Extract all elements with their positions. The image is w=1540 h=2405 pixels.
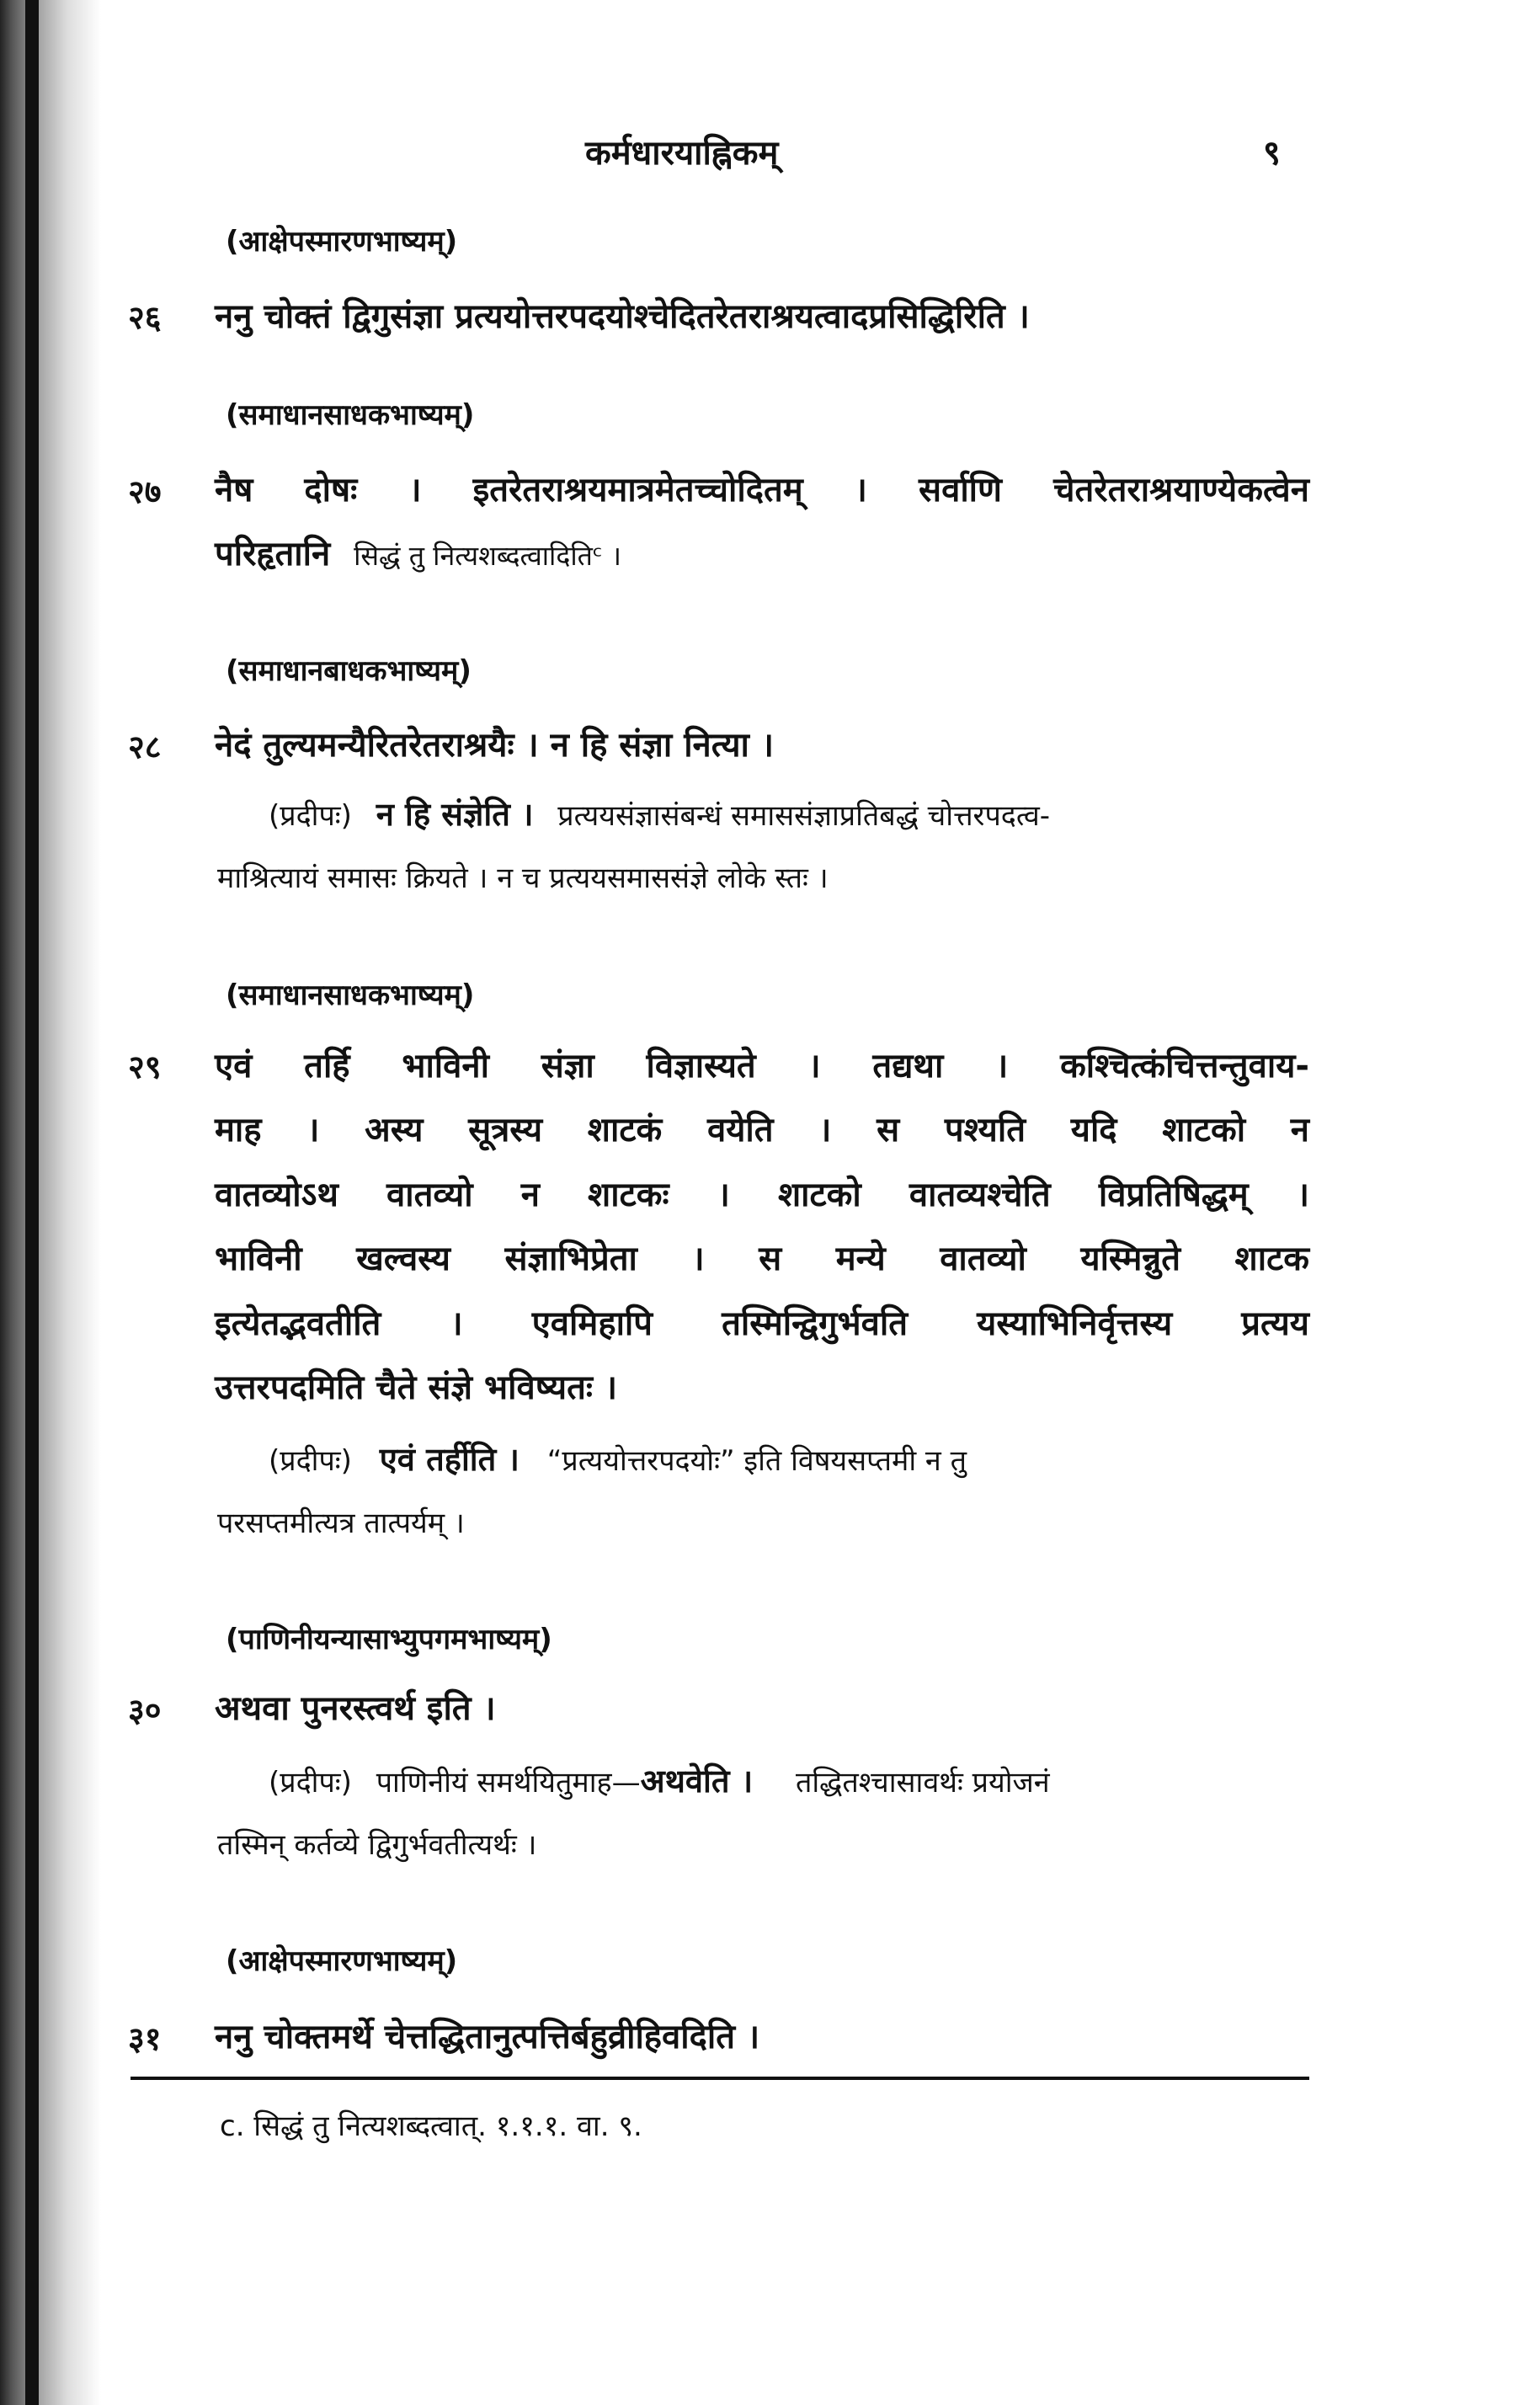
bhashya-line: एवं तर्हि भाविनी संज्ञा विज्ञास्यते । तद्यथा । कश्चित्कंचित्तन्तुवाय- (215, 1047, 1309, 1085)
bhashya-line: अथवा पुनरस्त्वर्थ इति । (215, 1689, 496, 1728)
varttika-quote: सिद्धं तु नित्यशब्दत्वादितिᶜ । (354, 540, 621, 572)
pradipa-line (269, 792, 1050, 835)
scan-spine-edge (25, 0, 39, 2405)
page-number: ९ (1263, 134, 1281, 173)
bhashya-line (215, 529, 621, 575)
section-heading: (आक्षेपस्मारणभाष्यम्) (226, 1944, 458, 1978)
paragraph-number: ३१ (128, 2020, 162, 2057)
pradipa-text: तद्धितश्चासावर्थः प्रयोजनं (795, 1766, 1050, 1800)
bhashya-line: उत्तरपदमिति चैते संज्ञे भविष्यतः । (215, 1368, 618, 1407)
bhashya-line: ननु चोक्तमर्थे चेत्तद्धितानुत्पत्तिर्बहुव्रीहिवदिति । (215, 2018, 760, 2056)
bhashya-line: नैष दोषः । इतरेतराश्रयमात्रमेतच्चोदितम् । सर्वाणि चेतरेतराश्रयाण्येकत्वेन (215, 471, 1309, 509)
footnote: c. सिद्धं तु नित्यशब्दत्वात्. १.१.१. वा. ९. (220, 2109, 642, 2143)
footnote-rule (131, 2077, 1309, 2080)
paragraph-number: २८ (128, 728, 162, 765)
pradipa-pratika: न हि संज्ञेति । (376, 796, 534, 833)
pradipa-label: (प्रदीपः) (269, 799, 352, 833)
paragraph-number: २७ (128, 473, 162, 510)
pradipa-pratika: अथवेति । (640, 1762, 754, 1800)
running-header-title: कर्मधारयाह्निकम् (585, 134, 779, 173)
pradipa-label: (प्रदीपः) (269, 1444, 352, 1478)
bhashya-line: नेदं तुल्यमन्यैरितरेतराश्रयैः । न हि संज्ञा नित्या । (215, 726, 774, 765)
pradipa-line: तस्मिन् कर्तव्ये द्विगुर्भवतीत्यर्थः । (217, 1828, 537, 1862)
paragraph-number: ३० (128, 1692, 162, 1729)
pradipa-line: माश्रित्यायं समासः क्रियते । न च प्रत्ययसमाससंज्ञे लोके स्तः । (217, 861, 829, 895)
bhashya-line: इत्येतद्भवतीति । एवमिहापि तस्मिन्द्विगुर्भवति यस्याभिनिर्वृत्तस्य प्रत्यय (215, 1304, 1309, 1343)
pradipa-line: परसप्तमीत्यत्र तात्पर्यम् । (217, 1506, 465, 1540)
bhashya-line: भाविनी खल्वस्य संज्ञाभिप्रेता । स मन्ये वातव्यो यस्मिन्नुते शाटक (215, 1240, 1309, 1278)
section-heading: (समाधानसाधकभाष्यम्) (226, 398, 475, 432)
section-heading: (पाणिनीयन्यासाभ्युपगमभाष्यम्) (226, 1623, 552, 1656)
paragraph-number: २६ (128, 299, 162, 336)
bhashya-line: ननु चोक्तं द्विगुसंज्ञा प्रत्ययोत्तरपदयोश्चेदितरेतराश्रयत्वादप्रसिद्धिरिति । (215, 297, 1030, 336)
section-heading: (आक्षेपस्मारणभाष्यम्) (226, 225, 458, 259)
pradipa-line (269, 1758, 1050, 1802)
pradipa-label: (प्रदीपः) (269, 1766, 352, 1800)
bhashya-text: परिहृतानि (215, 535, 331, 573)
pradipa-pratika: एवं तर्हीति । (379, 1441, 520, 1478)
paragraph-number: २९ (128, 1048, 162, 1085)
pradipa-text: “प्रत्ययोत्तरपदयोः” इति विषयसप्तमी न तु (546, 1444, 967, 1478)
scan-binding-shadow (0, 0, 101, 2405)
bhashya-line: वातव्योऽथ वातव्यो न शाटकः । शाटको वातव्यश्चेति विप्रतिषिद्धम् । (215, 1176, 1309, 1214)
pradipa-line (269, 1437, 967, 1480)
bhashya-line: माह । अस्य सूत्रस्य शाटकं वयेति । स पश्यति यदि शाटको न (215, 1111, 1309, 1149)
pradipa-text: प्रत्ययसंज्ञासंबन्धं समाससंज्ञाप्रतिबद्धं चोत्तरपदत्व- (557, 799, 1051, 833)
section-heading: (समाधानसाधकभाष्यम्) (226, 979, 475, 1012)
section-heading: (समाधानबाधकभाष्यम्) (226, 654, 472, 688)
pradipa-text: पाणिनीयं समर्थयितुमाह— (376, 1766, 641, 1800)
